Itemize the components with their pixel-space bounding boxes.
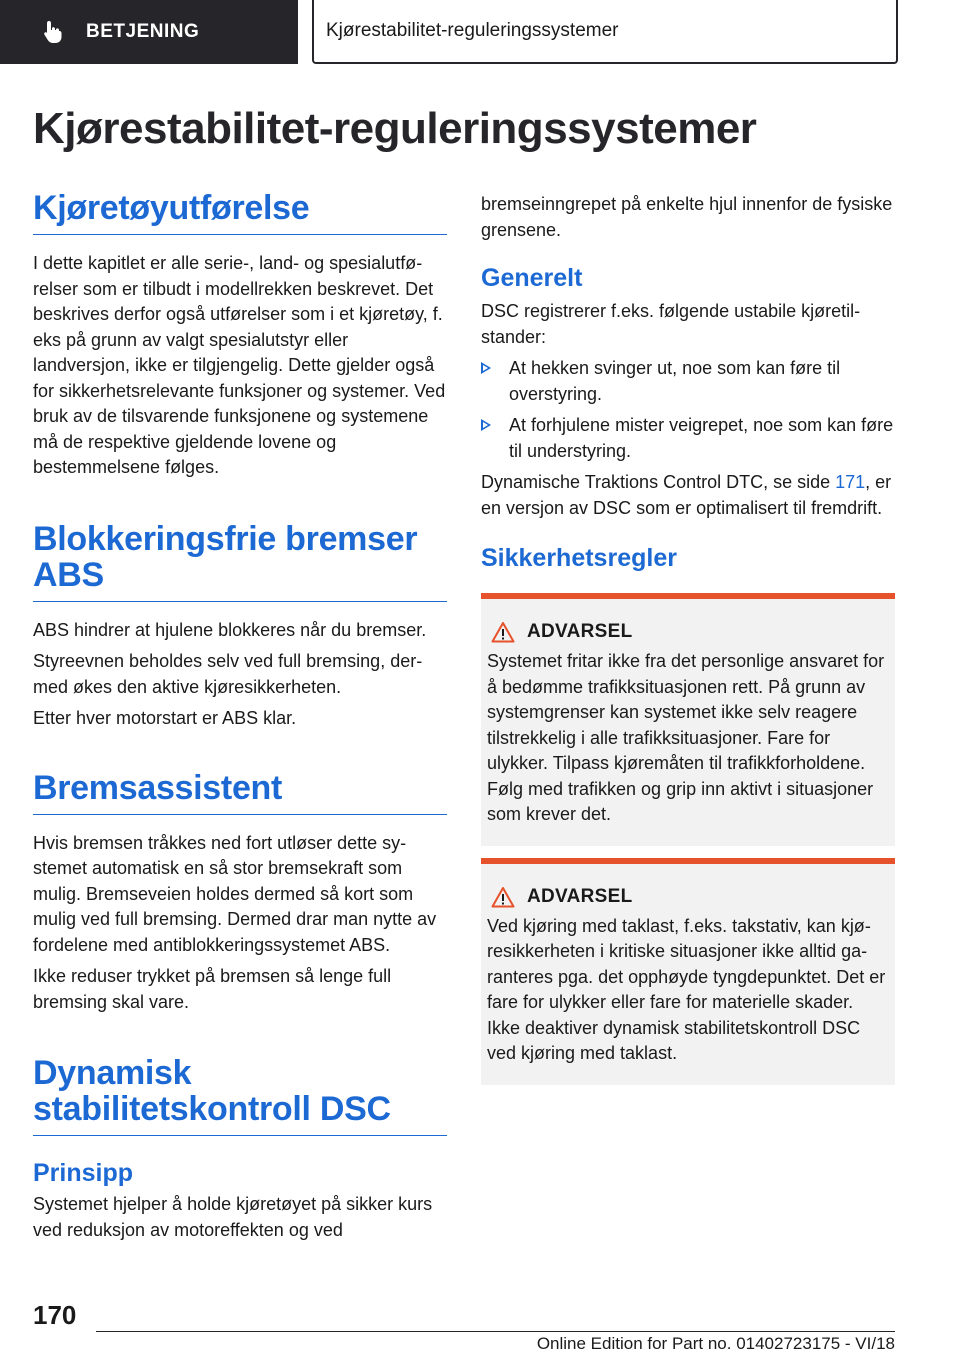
warning-header	[487, 621, 887, 643]
heading-line: stabilitetskontroll DSC	[33, 1090, 391, 1128]
list-item	[481, 413, 895, 464]
subheading-sikkerhetsregler: Sikkerhetsregler	[481, 544, 677, 572]
warning-box	[481, 593, 895, 846]
paragraph: Etter hver motorstart er ABS klar.	[33, 708, 297, 728]
right-column	[481, 192, 895, 1085]
list-item-text: At forhjulene mister veigrepet, noe som kan føre til understyring.	[509, 415, 894, 461]
footer-divider	[96, 1331, 895, 1332]
page-number: 170	[33, 1300, 77, 1330]
paragraph: Systemet hjelper å holde kjøretøyet på sikker kurs ved reduksjon av motoreffekten og ved	[33, 1194, 433, 1240]
pointing-hand-icon	[40, 19, 66, 45]
warning-label: ADVARSEL	[527, 621, 633, 642]
warning-text: Ved kjøring med taklast, f.eks. takstativ, kan kjøresikkerheten i kritiske situasjoner ikke alltid garanteres pga. det opphøyde tyngdepunktet. Det er fare for ulykker eller fare for materielle skader. Ikke deaktiver dynamisk stabilitetskontroll DSC ved kjøring med taklast.	[487, 915, 886, 1063]
paragraph: ABS hindrer at hjulene blokkeres når du bremser.	[33, 619, 427, 640]
triangle-bullet-icon	[481, 362, 491, 374]
paragraph: I dette kapitlet er alle serie-, land- og spesialutførelser som er tilbudt i modellrekken beskrevet. Det beskrives derfor også utførelser som i et kjøretøy, f. eks på grunn av valgt spesialutstyr eller landversjon, ikke er tilgjengelig. Dette gjelder også for sikkerhetsrelevante funksjoner og systemer. Ved bruk av de tilsvarende funksjonene og systemene må de respektive gjeldende lovene og bestemmelsene følges.	[33, 253, 446, 477]
left-column	[33, 190, 447, 1243]
paragraph: Ikke reduser trykket på bremsen så lenge full bremsing skal vare.	[33, 966, 392, 1012]
bullet-list	[481, 356, 895, 464]
top-navigation	[0, 0, 960, 66]
paragraph-dtc	[481, 470, 895, 521]
chapter-tab[interactable]	[312, 0, 898, 64]
triangle-bullet-icon	[481, 419, 491, 431]
heading-line: ABS	[33, 555, 104, 594]
paragraph: Styreevnen beholdes selv ved full bremsing, dermed økes den aktive kjøresikkerheten.	[33, 651, 423, 697]
section-label: BETJENING	[86, 21, 200, 42]
section-heading-bremsassistent: Bremsassistent	[33, 770, 447, 815]
paragraph: bremseinngrepet på enkelte hjul innenfor de fysiske grensene.	[481, 194, 893, 240]
page-title: Kjørestabilitet-reguleringssystemer	[33, 104, 757, 153]
text: , er en versjon av DSC som er optimalisert til fremdrift.	[481, 472, 892, 518]
list-item-text: At hekken svinger ut, noe som kan føre til overstyring.	[509, 358, 841, 404]
warning-text: Systemet fritar ikke fra det personlige ansvaret for å bedømme trafikksituasjonen rett. På grunn av systemgrenser kan systemet ikke selv reagere tilstrekkelig i alle trafikksituasjoner. Fare for ulykker. Tilpass kjøremåten til trafikkforholdene. Følg med trafikken og grip inn aktivt i situasjoner som krever det.	[487, 651, 885, 824]
section-heading-abs	[33, 521, 447, 602]
section-tab[interactable]	[0, 0, 298, 64]
heading-line: Dynamisk	[33, 1054, 192, 1092]
chapter-title: Kjørestabilitet-reguleringssystemer	[326, 20, 619, 41]
list-item	[481, 356, 895, 407]
paragraph: DSC registrerer f.eks. følgende ustabile kjøretilstander:	[481, 301, 861, 347]
warning-header	[487, 886, 887, 908]
footer-edition: Online Edition for Part no. 01402723175 - VI/18	[536, 1334, 895, 1353]
warning-label: ADVARSEL	[527, 885, 633, 907]
subheading-generelt: Generelt	[481, 264, 583, 292]
section-heading-kjoretoyutforelse: Kjøretøyutførelse	[33, 190, 447, 235]
warning-triangle-icon	[491, 886, 515, 908]
page-link[interactable]: 171	[835, 472, 866, 492]
warning-triangle-icon	[491, 621, 515, 643]
warning-box	[481, 858, 895, 1085]
paragraph: Hvis bremsen tråkkes ned fort utløser dette systemet automatisk en så stor bremsekraft som mulig. Bremseveien holdes dermed så kort som mulig ved full bremsing. Dermed drar man nytte av fordelene med antiblokkeringssystemet ABS.	[33, 832, 437, 955]
section-heading-dsc	[33, 1055, 447, 1136]
text: Dynamische Traktions Control DTC, se side	[481, 472, 836, 492]
heading-line: Blokkeringsfrie bremser	[33, 519, 418, 558]
subheading-prinsipp: Prinsipp	[33, 1159, 134, 1187]
